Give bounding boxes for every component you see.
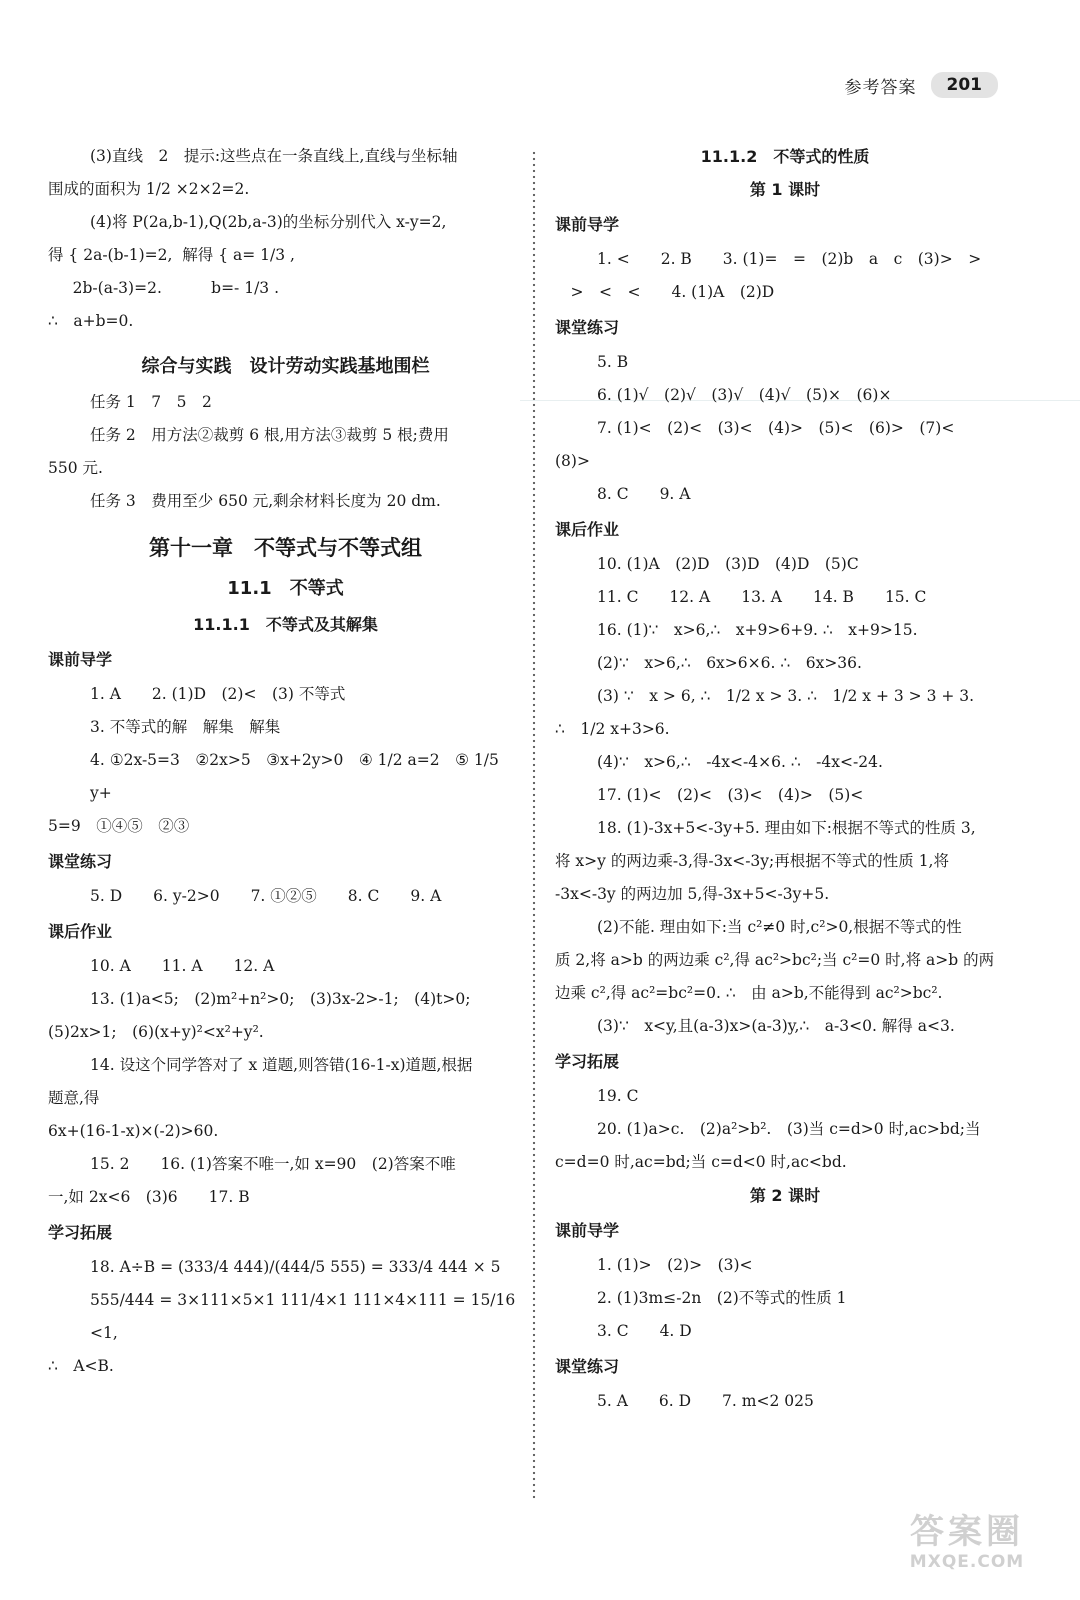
answer-line: 7. (1)< (2)< (3)< (4)> (5)< (6)> (7)< <box>597 419 955 437</box>
answer-line: (2)不能. 理由如下:当 c²≠0 时,c²>0,根据不等式的性 <box>597 918 962 936</box>
left-column <box>48 140 523 1383</box>
answer-line: 13. (1)a<5; (2)m²+n²>0; (3)3x-2>-1; (4)t>0; <box>90 990 471 1008</box>
subsection-heading: 11.1.2 不等式的性质 <box>700 147 870 166</box>
answer-line: 17. (1)< (2)< (3)< (4)> (5)< <box>597 786 864 804</box>
section-heading: 课前导学 <box>555 215 620 234</box>
answer-line: 10. A 11. A 12. A <box>90 957 275 975</box>
answer-line: 5. A 6. D 7. m<2 025 <box>597 1392 814 1410</box>
answer-line: (8)> <box>555 452 590 470</box>
answer-line: 10. (1)A (2)D (3)D (4)D (5)C <box>597 555 859 573</box>
section-heading: 课堂练习 <box>555 318 620 337</box>
answer-line: (5)2x>1; (6)(x+y)²<x²+y². <box>48 1023 264 1041</box>
answer-line: 2. (1)3m≤-2n (2)不等式的性质 1 <box>597 1289 847 1307</box>
subsection-heading: 11.1.1 不等式及其解集 <box>193 615 378 634</box>
right-column <box>555 140 1015 1418</box>
column-divider <box>531 150 537 1500</box>
answer-line: 1. (1)> (2)> (3)< <box>597 1256 753 1274</box>
answer-line: 2b-(a-3)=2. b=- 1/3 . <box>48 279 280 297</box>
subsection-heading: 第 1 课时 <box>749 180 821 199</box>
section-heading: 课后作业 <box>48 922 113 941</box>
answer-line: 1. A 2. (1)D (2)< (3) 不等式 <box>90 685 346 703</box>
answer-line: (3)直线 2 提示:这些点在一条直线上,直线与坐标轴 <box>90 147 458 165</box>
answer-line: 8. C 9. A <box>597 485 691 503</box>
answer-line: 6x+(16-1-x)×(-2)>60. <box>48 1122 219 1140</box>
answer-line: (3) ∵ x > 6, ∴ 1/2 x > 3. ∴ 1/2 x + 3 > 3 + 3. <box>597 687 975 705</box>
answer-line: 14. 设这个同学答对了 x 道题,则答错(16-1-x)道题,根据 <box>90 1056 473 1074</box>
answer-line: 19. C <box>597 1087 639 1105</box>
answer-line: 18. A÷B = (333/4 444)/(444/5 555) = 333/4 444 × 5 555/444 = 3×111×5×1 111/4×1 111×4×111 = 15/16 <1, <box>90 1258 521 1342</box>
answer-line: 任务 3 费用至少 650 元,剩余材料长度为 20 dm. <box>90 492 441 510</box>
answer-line: 3. 不等式的解 解集 解集 <box>90 718 281 736</box>
answer-line: > < < 4. (1)A (2)D <box>555 283 775 301</box>
watermark-url: MXQE.COM <box>909 1552 1025 1572</box>
section-title: 11.1 不等式 <box>227 578 344 599</box>
answer-line: -3x<-3y 的两边加 5,得-3x+5<-3y+5. <box>555 885 830 903</box>
section-heading: 学习拓展 <box>555 1052 620 1071</box>
answer-line: 边乘 c²,得 ac²=bc²=0. ∴ 由 a>b,不能得到 ac²>bc². <box>555 984 943 1002</box>
answer-line: 5=9 ①④⑤ ②③ <box>48 817 190 835</box>
section-heading: 课后作业 <box>555 520 620 539</box>
header-title: 参考答案 <box>844 77 917 98</box>
page-header <box>845 72 999 98</box>
answer-line: (4)∵ x>6,∴ -4x<-4×6. ∴ -4x<-24. <box>597 753 883 771</box>
answer-line: 1. < 2. B 3. (1)= = (2)b a c (3)> > <box>597 250 982 268</box>
answer-line: 4. ①2x-5=3 ②2x>5 ③x+2y>0 ④ 1/2 a=2 ⑤ 1/5 y+ <box>90 751 504 802</box>
spacer <box>48 338 523 348</box>
answer-line: 题意,得 <box>48 1089 100 1107</box>
section-heading: 课堂练习 <box>555 1357 620 1376</box>
answer-line: 得 { 2a-(b-1)=2, 解得 { a= 1/3 , <box>48 246 295 264</box>
answer-line: 3. C 4. D <box>597 1322 692 1340</box>
watermark <box>872 1512 1062 1582</box>
answer-line: 18. (1)-3x+5<-3y+5. 理由如下:根据不等式的性质 3, <box>597 819 976 837</box>
answer-line: 5. B <box>597 353 629 371</box>
section-heading: 学习拓展 <box>48 1223 113 1242</box>
answer-line: 550 元. <box>48 459 103 477</box>
section-heading: 课堂练习 <box>48 852 113 871</box>
answer-line: (3)∵ x<y,且(a-3)x>(a-3)y,∴ a-3<0. 解得 a<3. <box>597 1017 955 1035</box>
answer-line: 20. (1)a>c. (2)a²>b². (3)当 c=d>0 时,ac>bd;当 <box>597 1120 981 1138</box>
watermark-logo: 答案圈 <box>910 1512 1024 1552</box>
answer-line: 一,如 2x<6 (3)6 17. B <box>48 1188 250 1206</box>
answer-line: 任务 2 用方法②裁剪 6 根,用方法③裁剪 5 根;费用 <box>90 426 449 444</box>
section-heading: 课前导学 <box>48 650 113 669</box>
answer-line: ∴ A<B. <box>48 1357 114 1375</box>
answer-line: 15. 2 16. (1)答案不唯一,如 x=90 (2)答案不唯 <box>90 1155 456 1173</box>
section-title: 综合与实践 设计劳动实践基地围栏 <box>141 356 430 377</box>
answer-line: 5. D 6. y-2>0 7. ①②⑤ 8. C 9. A <box>90 887 442 905</box>
answer-line: 16. (1)∵ x>6,∴ x+9>6+9. ∴ x+9>15. <box>597 621 918 639</box>
answer-line: 任务 1 7 5 2 <box>90 393 212 411</box>
chapter-title: 第十一章 不等式与不等式组 <box>149 536 422 560</box>
answer-line: (4)将 P(2a,b-1),Q(2b,a-3)的坐标分别代入 x-y=2, <box>90 213 447 231</box>
answer-line: 围成的面积为 1/2 ×2×2=2. <box>48 180 250 198</box>
answer-line: 将 x>y 的两边乘-3,得-3x<-3y;再根据不等式的性质 1,将 <box>555 852 949 870</box>
answer-line: ∴ 1/2 x+3>6. <box>555 720 670 738</box>
answer-line: (2)∵ x>6,∴ 6x>6×6. ∴ 6x>36. <box>597 654 862 672</box>
answer-line: 6. (1)√ (2)√ (3)√ (4)√ (5)× (6)× <box>597 386 892 404</box>
subsection-heading: 第 2 课时 <box>749 1186 821 1205</box>
page-number: 201 <box>931 72 999 98</box>
section-heading: 课前导学 <box>555 1221 620 1240</box>
answer-line: ∴ a+b=0. <box>48 312 134 330</box>
answer-line: 11. C 12. A 13. A 14. B 15. C <box>597 588 927 606</box>
answer-line: 质 2,将 a>b 的两边乘 c²,得 ac²>bc²;当 c²=0 时,将 a>b 的两 <box>555 951 995 969</box>
answer-line: c=d=0 时,ac=bd;当 c=d<0 时,ac<bd. <box>555 1153 847 1171</box>
